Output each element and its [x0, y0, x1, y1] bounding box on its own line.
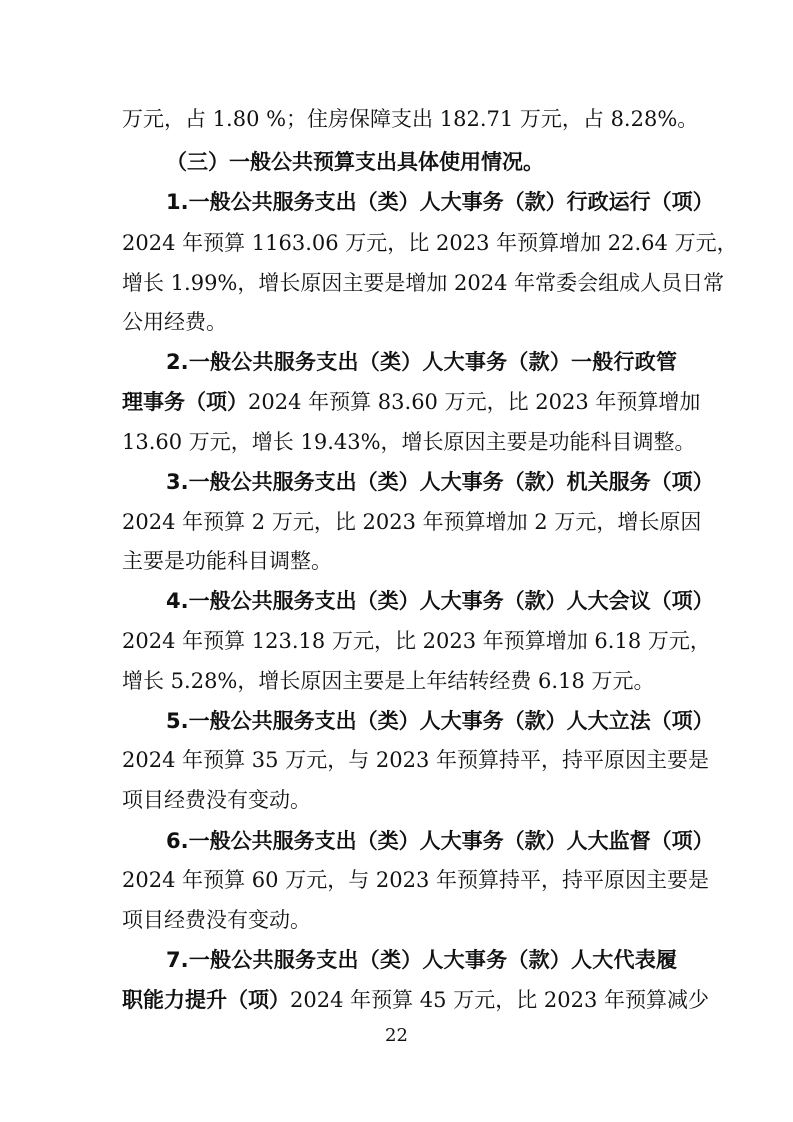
text-line: 2024 年预算 2 万元，比 2023 年预算增加 2 万元，增长原因: [122, 510, 702, 534]
text-line: 项目经费没有变动。: [122, 788, 311, 812]
item-heading: 1.一般公共服务支出（类）人大事务（款）行政运行（项）: [166, 190, 714, 214]
item-heading: 7.一般公共服务支出（类）人大事务（款）人大代表履: [166, 948, 677, 972]
text-line: 主要是功能科目调整。: [122, 549, 332, 573]
text-line: 增长 5.28%，增长原因主要是上年结转经费 6.18 万元。: [122, 669, 655, 693]
text-line: 2024 年预算 123.18 万元，比 2023 年预算增加 6.18 万元，: [122, 629, 711, 653]
item-heading: 3.一般公共服务支出（类）人大事务（款）机关服务（项）: [166, 470, 714, 494]
text-line: 2024 年预算 1163.06 万元，比 2023 年预算增加 22.64 万元，: [122, 231, 738, 255]
item-heading: 6.一般公共服务支出（类）人大事务（款）人大监督（项）: [166, 829, 714, 853]
text-line: 13.60 万元，增长 19.43%，增长原因主要是功能科目调整。: [122, 430, 696, 454]
text-line: 职能力提升（项）2024 年预算 45 万元，比 2023 年预算减少: [122, 988, 709, 1012]
text-line: 公用经费。: [122, 310, 227, 334]
text-line: 万元，占 1.80 %；住房保障支出 182.71 万元，占 8.28%。: [122, 107, 699, 131]
text-line: 增长 1.99%，增长原因主要是增加 2024 年常委会组成人员日常: [122, 271, 725, 295]
item-heading: 4.一般公共服务支出（类）人大事务（款）人大会议（项）: [166, 589, 714, 613]
item-heading: 5.一般公共服务支出（类）人大事务（款）人大立法（项）: [166, 709, 714, 733]
text-line: 理事务（项）2024 年预算 83.60 万元，比 2023 年预算增加: [122, 390, 701, 414]
text-line: 项目经费没有变动。: [122, 908, 311, 932]
section-heading: （三）一般公共预算支出具体使用情况。: [166, 150, 544, 174]
text-line: 2024 年预算 60 万元，与 2023 年预算持平，持平原因主要是: [122, 868, 709, 892]
item-heading: 2.一般公共服务支出（类）人大事务（款）一般行政管: [166, 350, 677, 374]
page-number: 22: [385, 1025, 408, 1046]
text-line: 2024 年预算 35 万元，与 2023 年预算持平，持平原因主要是: [122, 748, 709, 772]
